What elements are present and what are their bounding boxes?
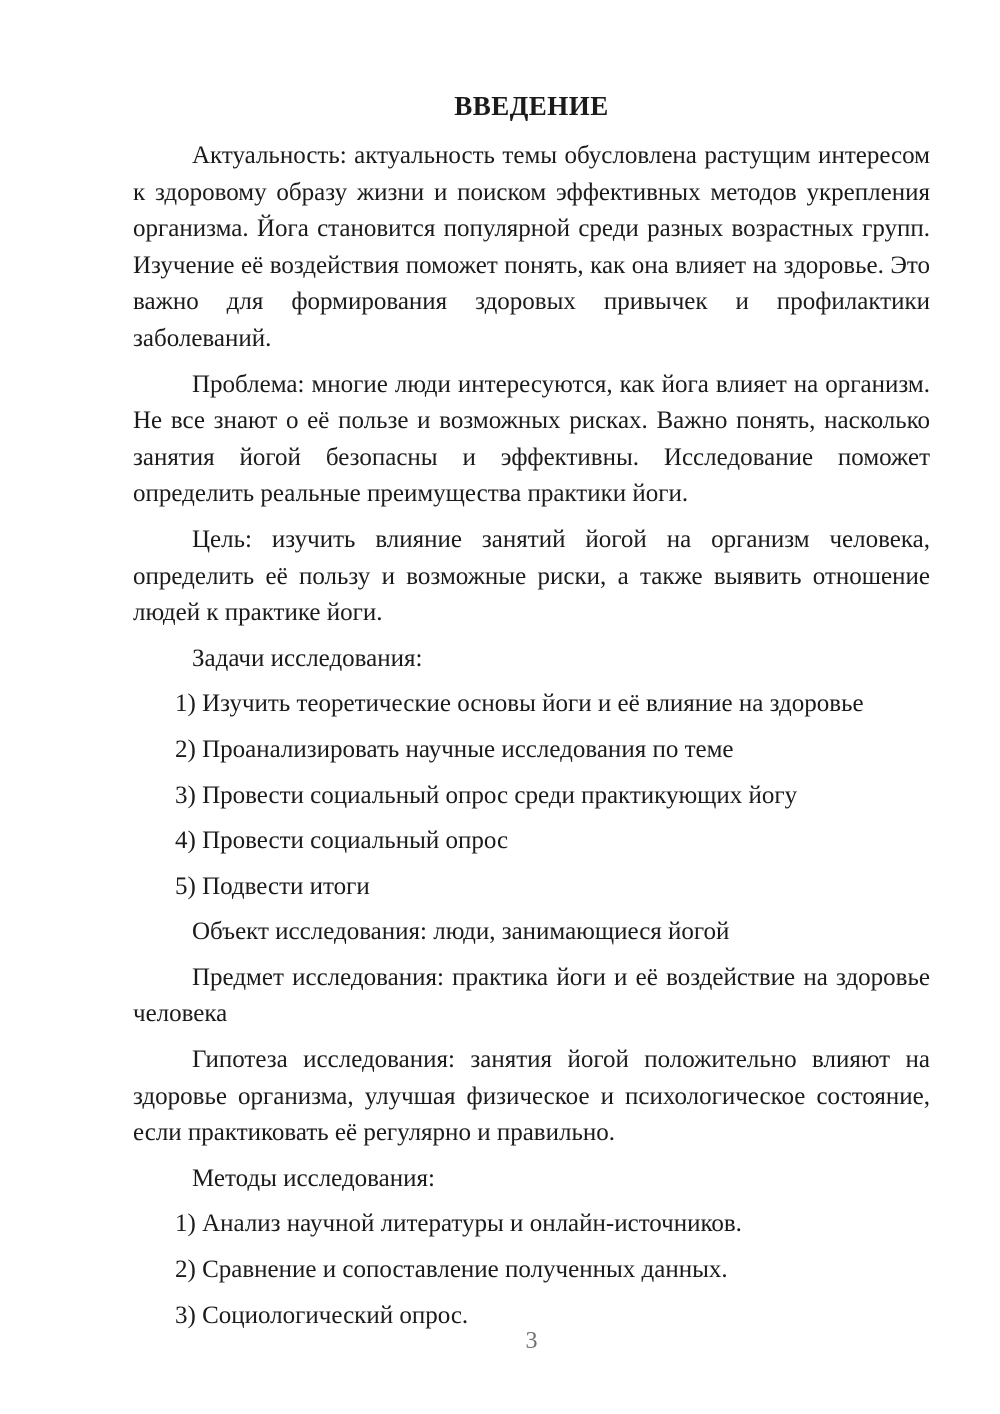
- method-item: 2) Сравнение и сопоставление полученных данных.: [175, 1256, 728, 1284]
- task-item: 3) Провести социальный опрос среди практикующих йогу: [175, 781, 798, 809]
- method-item: 3) Социологический опрос.: [175, 1301, 469, 1329]
- page-title: ВВЕДЕНИЕ: [454, 91, 609, 121]
- paragraph-problem: Проблема: многие люди интересуются, как йога влияет на организм. Не все знают о её пользе и возможных рисках. Важно понять, насколько занятия йогой безопасны и эффективны. Исследование поможет определить реальные преимущества практики йоги.: [133, 370, 930, 508]
- method-item: 1) Анализ научной литературы и онлайн-источников.: [175, 1210, 742, 1238]
- paragraph-relevance: Актуальность: актуальность темы обусловлена растущим интересом к здоровому образу жизни и поиском эффективных методов укрепления организма. Йога становится популярной среди разных возрастных групп. Изучение её воздействия поможет понять, как она влияет на здоровье. Это важно для формирования здоровых привычек и профилактики заболеваний.: [133, 142, 930, 352]
- task-item: 5) Подвести итоги: [175, 872, 370, 900]
- task-item: 1) Изучить теоретические основы йоги и её влияние на здоровье: [175, 690, 864, 718]
- paragraph-subject: Предмет исследования: практика йоги и её воздействие на здоровье человека: [133, 963, 930, 1028]
- page-number: 3: [525, 1328, 538, 1354]
- document-content: [133, 88, 930, 1343]
- tasks-heading: Задачи исследования:: [192, 644, 423, 672]
- methods-heading: Методы исследования:: [192, 1164, 435, 1192]
- task-item: 2) Проанализировать научные исследования по теме: [175, 735, 734, 763]
- task-item: 4) Провести социальный опрос: [175, 827, 509, 855]
- paragraph-goal: Цель: изучить влияние занятий йогой на организм человека, определить её пользу и возможные риски, а также выявить отношение людей к практике йоги.: [133, 525, 930, 627]
- paragraph-object: Объект исследования: люди, занимающиеся йогой: [192, 918, 730, 946]
- paragraph-hypothesis: Гипотеза исследования: занятия йогой положительно влияют на здоровье организма, улучшая физическое и психологическое состояние, если практиковать её регулярно и правильно.: [133, 1046, 930, 1147]
